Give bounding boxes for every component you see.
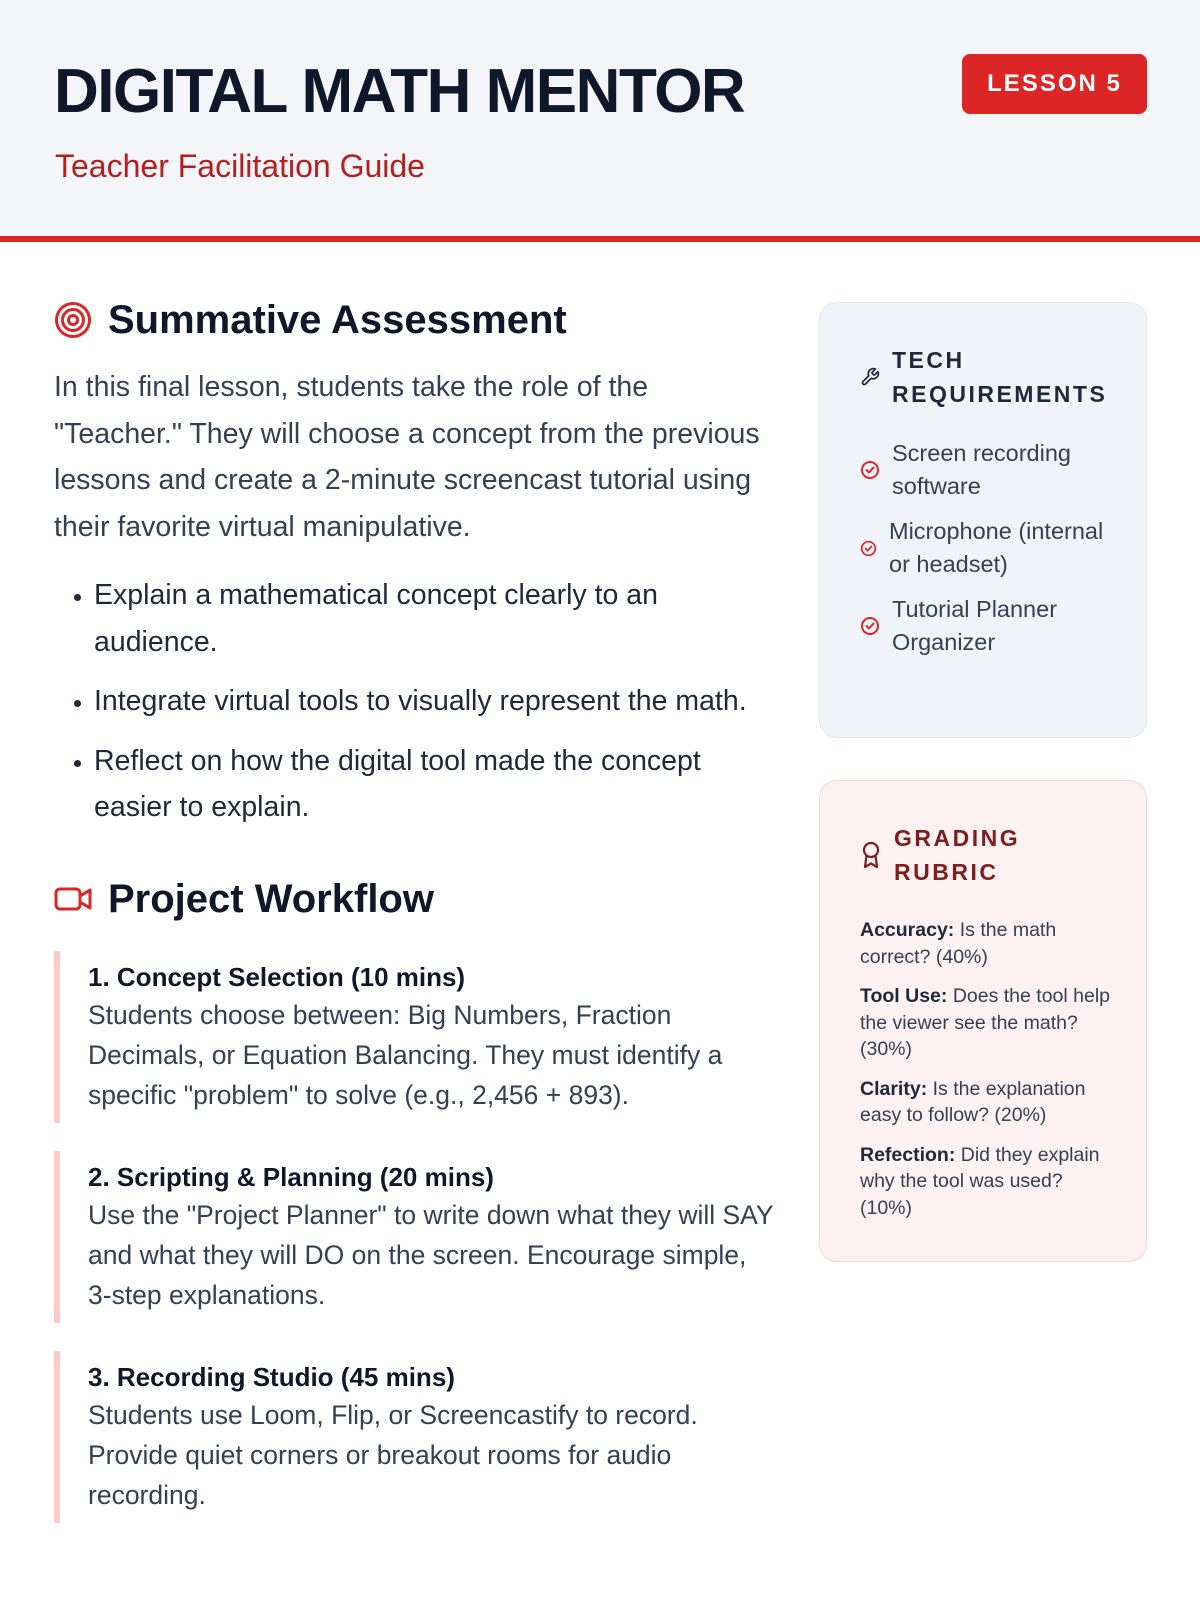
lesson-badge: LESSON 5	[962, 54, 1147, 114]
assessment-heading	[54, 296, 774, 344]
step-title: 2. Scripting & Planning (20 mins)	[88, 1161, 494, 1192]
rubric-item-label: Refection:	[860, 1143, 956, 1166]
rubric-card-title: GRADING RUBRIC	[894, 825, 1021, 885]
tech-card-header	[860, 343, 1116, 411]
rubric-item	[860, 1076, 1116, 1129]
rubric-item-text: Is the math correct? (40%)	[860, 919, 1057, 968]
rubric-item-text: Does the tool help the viewer see the math? (30%)	[860, 985, 1111, 1060]
rubric-item-text: Is the explanation easy to follow? (20%)	[860, 1077, 1086, 1126]
assessment-intro: In this final lesson, students take the role of the "Teacher." They will choose a concept from the previous lessons and create a 2-minute screencast tutorial using their favorite virtual manipulative.	[54, 371, 760, 543]
target-icon	[54, 301, 92, 339]
step-description: Use the "Project Planner" to write down what they will SAY and what they will DO on the screen. Encourage simple, 3-step explanations.	[88, 1199, 774, 1310]
workflow-step	[54, 1151, 774, 1323]
workflow-step	[54, 951, 774, 1123]
page-title: DIGITAL MATH MENTOR	[54, 57, 745, 126]
requirement-label: Tutorial Planner Organizer	[892, 596, 1058, 655]
requirement-item	[860, 593, 1116, 659]
rubric-list	[860, 917, 1116, 1221]
assessment-title: Summative Assessment	[108, 298, 567, 342]
rubric-card-header	[860, 821, 1116, 889]
workflow-step	[54, 1351, 774, 1523]
requirement-item	[860, 437, 1116, 503]
check-circle-icon	[860, 460, 880, 480]
workflow-heading	[54, 875, 774, 923]
step-description: Students choose between: Big Numbers, Fraction Decimals, or Equation Balancing. They must identify a specific "problem" to solve (e.g., 2,456 + 893).	[88, 999, 723, 1110]
video-camera-icon	[54, 880, 92, 918]
objective-item: • Integrate virtual tools to visually represent the math.	[94, 678, 774, 725]
objective-item: • Explain a mathematical concept clearly to an audience.	[94, 572, 774, 665]
step-title: 3. Recording Studio (45 mins)	[88, 1361, 455, 1392]
workflow-steps	[54, 951, 774, 1523]
check-circle-icon	[860, 540, 877, 557]
award-ribbon-icon	[860, 841, 882, 869]
rubric-item-text: Did they explain why the tool was used? (10%)	[860, 1143, 1100, 1219]
workflow-title: Project Workflow	[108, 876, 434, 921]
tech-requirements-list	[860, 437, 1116, 659]
requirement-label: Microphone (internal or headset)	[889, 518, 1104, 577]
rubric-item	[860, 983, 1116, 1063]
step-title: 1. Concept Selection (10 mins)	[88, 961, 466, 992]
page-subtitle: Teacher Facilitation Guide	[55, 148, 425, 184]
wrench-icon	[860, 367, 880, 387]
check-circle-icon	[860, 616, 880, 636]
step-description: Students use Loom, Flip, or Screencastify to record. Provide quiet corners or breakout rooms for audio recording.	[88, 1399, 698, 1510]
grading-rubric-card	[819, 780, 1147, 1262]
tech-card-title: TECH REQUIREMENTS	[892, 347, 1108, 407]
rubric-item	[860, 1142, 1116, 1222]
main-content	[54, 296, 774, 1551]
rubric-item-label: Tool Use:	[860, 985, 948, 1007]
objective-item: • Reflect on how the digital tool made the concept easier to explain.	[94, 738, 774, 831]
rubric-item	[860, 917, 1116, 970]
rubric-item-label: Accuracy:	[860, 919, 955, 941]
objectives-list	[54, 572, 774, 831]
requirement-item	[860, 515, 1116, 581]
requirement-label: Screen recording software	[892, 440, 1071, 499]
page-header	[0, 0, 1200, 242]
tech-requirements-card	[819, 302, 1147, 738]
rubric-item-label: Clarity:	[860, 1077, 928, 1100]
